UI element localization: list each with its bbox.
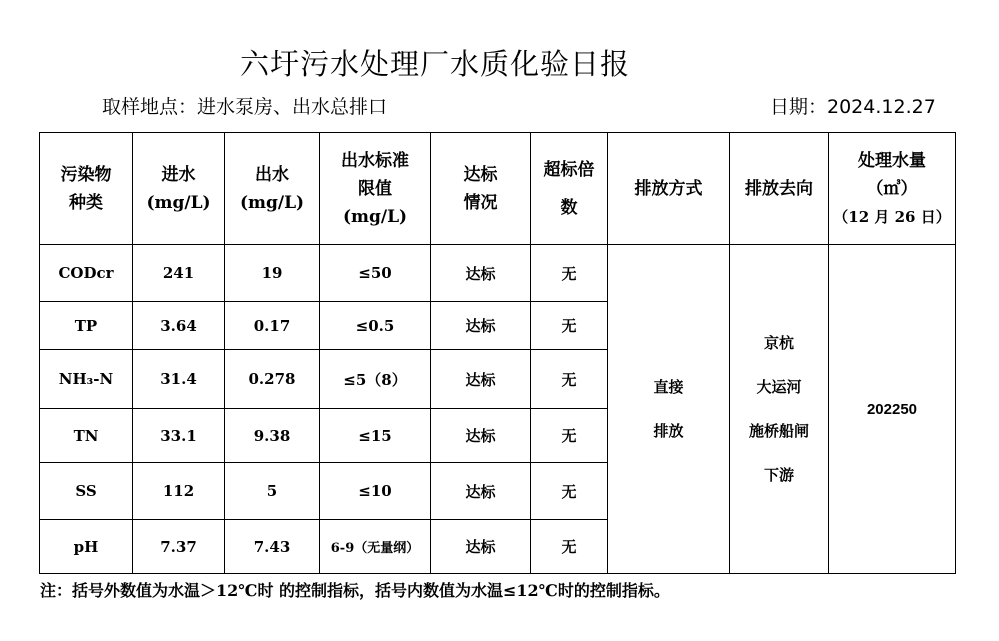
compliance-cell: 达标 (431, 409, 531, 463)
report-title: 六圩污水处理厂水质化验日报 (239, 47, 630, 81)
standard-cell: ≤0.5 (320, 302, 431, 350)
header-outflow-unit: (mg/L) (239, 192, 305, 213)
compliance-cell: 达标 (431, 463, 531, 520)
header-discharge-method: 排放方式 (608, 133, 730, 245)
header-pollutant-line2: 种类 (69, 192, 103, 213)
header-volume-line1: 处理水量 (858, 150, 926, 171)
outflow-cell: 19 (225, 245, 320, 302)
compliance-cell: 达标 (431, 302, 531, 350)
exceed-cell: 无 (531, 245, 608, 302)
exceed-cell: 无 (531, 302, 608, 350)
header-exceed (531, 133, 608, 245)
exceed-cell: 无 (531, 463, 608, 520)
standard-cell: ≤10 (320, 463, 431, 520)
header-row (40, 133, 956, 245)
destination-line1: 京杭 (763, 334, 794, 352)
header-volume-unit: （㎥） (866, 178, 918, 199)
volume-value-cell: 202250 (829, 245, 956, 574)
outflow-cell: 7.43 (225, 520, 320, 574)
inflow-cell: 31.4 (133, 350, 225, 409)
outflow-cell: 0.278 (225, 350, 320, 409)
outflow-cell: 5 (225, 463, 320, 520)
header-standard-line1: 出水标准 (341, 150, 409, 171)
header-volume-date: （12 月 26 日） (833, 207, 951, 226)
table-row (40, 245, 956, 302)
header-standard-line2: 限值 (358, 178, 392, 199)
standard-cell: ≤50 (320, 245, 431, 302)
exceed-cell: 无 (531, 520, 608, 574)
header-standard-unit: (mg/L) (342, 206, 408, 227)
discharge-method-line1: 直接 (653, 378, 684, 396)
report-date: 日期：2024.12.27 (770, 96, 936, 118)
inflow-cell: 3.64 (133, 302, 225, 350)
header-outflow (225, 133, 320, 245)
inflow-cell: 112 (133, 463, 225, 520)
discharge-method-line2: 排放 (653, 422, 684, 440)
water-quality-table (39, 132, 956, 574)
pollutant-cell: TN (40, 409, 133, 463)
pollutant-cell: pH (40, 520, 133, 574)
header-exceed-line2: 数 (560, 197, 578, 218)
header-compliance-line2: 情况 (463, 192, 498, 213)
discharge-method-cell (608, 245, 730, 574)
discharge-destination-cell (730, 245, 829, 574)
header-discharge-destination: 排放去向 (730, 133, 829, 245)
header-pollutant (40, 133, 133, 245)
standard-cell: 6-9（无量纲） (320, 520, 431, 574)
destination-line4: 下游 (763, 466, 794, 484)
pollutant-cell: NH₃-N (40, 350, 133, 409)
header-volume (829, 133, 956, 245)
outflow-cell: 9.38 (225, 409, 320, 463)
inflow-cell: 33.1 (133, 409, 225, 463)
destination-line2: 大运河 (756, 378, 802, 396)
exceed-cell: 无 (531, 350, 608, 409)
inflow-cell: 241 (133, 245, 225, 302)
pollutant-cell: SS (40, 463, 133, 520)
header-outflow-line1: 出水 (255, 164, 289, 185)
outflow-cell: 0.17 (225, 302, 320, 350)
compliance-cell: 达标 (431, 245, 531, 302)
header-standard (320, 133, 431, 245)
compliance-cell: 达标 (431, 520, 531, 574)
standard-cell: ≤5（8） (320, 350, 431, 409)
pollutant-cell: CODcr (40, 245, 133, 302)
header-pollutant-line1: 污染物 (60, 164, 112, 185)
pollutant-cell: TP (40, 302, 133, 350)
standard-cell: ≤15 (320, 409, 431, 463)
header-compliance-line1: 达标 (463, 164, 498, 185)
compliance-cell: 达标 (431, 350, 531, 409)
inflow-cell: 7.37 (133, 520, 225, 574)
sample-location: 取样地点：进水泵房、出水总排口 (102, 96, 388, 118)
header-inflow-unit: (mg/L) (146, 192, 211, 213)
header-inflow (133, 133, 225, 245)
footnote: 注：括号外数值为水温＞12℃时 的控制指标，括号内数值为水温≤12℃时的控制指标。 (40, 581, 670, 600)
exceed-cell: 无 (531, 409, 608, 463)
destination-line3: 施桥船闸 (748, 422, 809, 440)
header-inflow-line1: 进水 (161, 164, 196, 185)
header-compliance (431, 133, 531, 245)
header-exceed-line1: 超标倍 (543, 159, 595, 180)
